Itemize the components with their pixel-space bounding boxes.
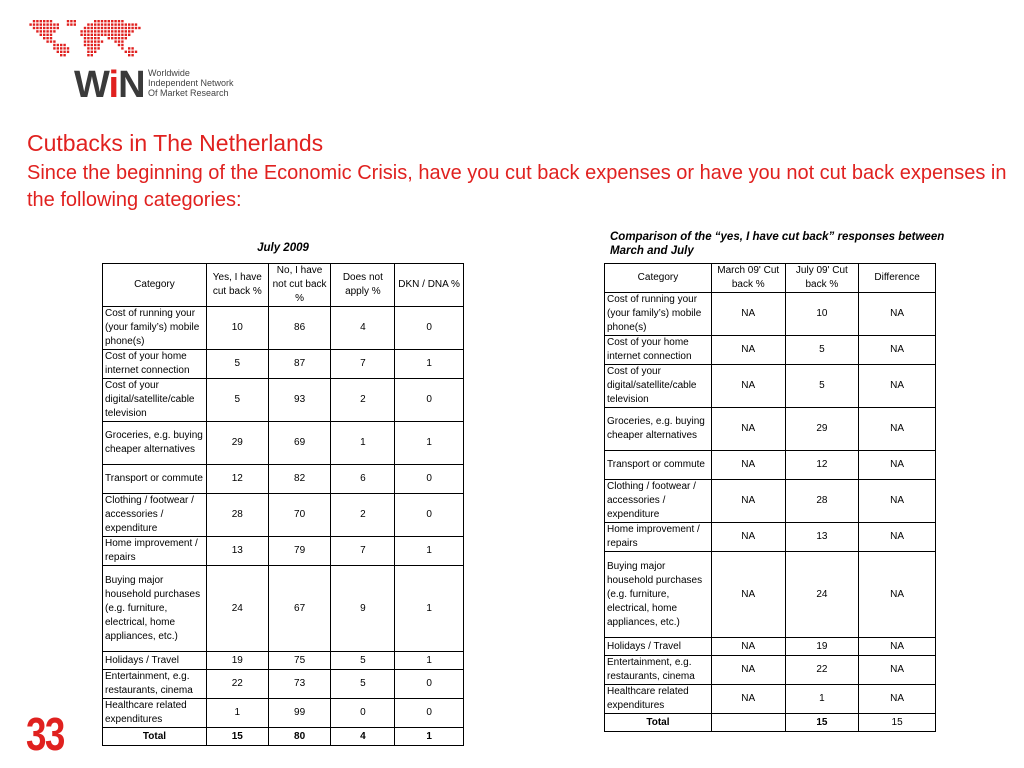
value-cell: NA [859,685,936,714]
table-row [605,365,936,408]
value-cell: 5 [206,350,268,379]
value-cell: 75 [268,652,331,670]
table-row [605,336,936,365]
value-cell: NA [859,365,936,408]
value-cell: 69 [268,422,331,465]
value-cell: 29 [785,408,859,451]
value-cell: NA [711,552,785,638]
table-row [605,293,936,336]
value-cell: 1 [785,685,859,714]
page-number: 33 [26,708,64,760]
value-cell: 12 [785,451,859,480]
value-cell: 0 [395,670,464,699]
table-row [605,408,936,451]
table-row [103,307,464,350]
value-cell: 73 [268,670,331,699]
value-cell: 0 [395,699,464,728]
table-row [103,652,464,670]
value-cell: 4 [331,307,395,350]
logo-wordmark: WiN [74,64,145,106]
category-cell: Healthcare related expenditures [103,699,207,728]
value-cell: 24 [206,566,268,652]
value-cell: 13 [206,537,268,566]
value-cell: 93 [268,379,331,422]
table-row [605,685,936,714]
category-cell: Home improvement / repairs [103,537,207,566]
left-table-caption: July 2009 [257,242,309,254]
value-cell: 13 [785,523,859,552]
table-row [103,670,464,699]
value-cell: 19 [206,652,268,670]
comparison-table [604,263,936,732]
value-cell: 1 [395,422,464,465]
value-cell: NA [711,365,785,408]
table-row [605,656,936,685]
value-cell: 70 [268,494,331,537]
value-cell: NA [711,685,785,714]
table-row [103,494,464,537]
value-cell: 1 [331,422,395,465]
value-cell: 12 [206,465,268,494]
total-value [711,714,785,732]
table-row [103,566,464,652]
page-subtitle: Since the beginning of the Economic Crisis, have you cut back expenses or have you not cut back expenses in the following categories: [27,162,1007,211]
value-cell: 29 [206,422,268,465]
category-cell: Groceries, e.g. buying cheaper alternatives [103,422,207,465]
logo-tagline: Worldwide Independent Network Of Market Research [148,68,234,98]
column-header: July 09' Cut back % [785,264,859,293]
category-cell: Entertainment, e.g. restaurants, cinema [103,670,207,699]
value-cell: 22 [785,656,859,685]
value-cell: 1 [395,652,464,670]
category-cell: Groceries, e.g. buying cheaper alternatives [605,408,712,451]
total-value: 80 [268,728,331,746]
total-row [103,728,464,746]
category-cell: Clothing / footwear / accessories / expenditure [605,480,712,523]
page-title: Cutbacks in The Netherlands [27,130,324,156]
value-cell: NA [859,451,936,480]
total-label: Total [103,728,207,746]
value-cell: 0 [395,307,464,350]
category-cell: Cost of your digital/satellite/cable television [103,379,207,422]
value-cell: 10 [206,307,268,350]
value-cell: 5 [785,365,859,408]
value-cell: NA [859,336,936,365]
column-header: Category [605,264,712,293]
column-header: Does not apply % [331,264,395,307]
category-cell: Cost of your home internet connection [103,350,207,379]
category-cell: Holidays / Travel [103,652,207,670]
value-cell: 28 [206,494,268,537]
table-row [605,451,936,480]
value-cell: 1 [395,350,464,379]
table-row [605,638,936,656]
value-cell: NA [711,293,785,336]
value-cell: 22 [206,670,268,699]
value-cell: NA [859,656,936,685]
value-cell: 2 [331,494,395,537]
value-cell: 1 [206,699,268,728]
category-cell: Clothing / footwear / accessories / expenditure [103,494,207,537]
right-table-caption: Comparison of the “yes, I have cut back” responses between March and July [610,231,945,257]
value-cell: 6 [331,465,395,494]
value-cell: 0 [331,699,395,728]
value-cell: 67 [268,566,331,652]
value-cell: 7 [331,350,395,379]
table-row [103,699,464,728]
value-cell: 19 [785,638,859,656]
value-cell: 99 [268,699,331,728]
value-cell: 1 [395,537,464,566]
category-cell: Buying major household purchases (e.g. furniture, electrical, home appliances, etc.) [103,566,207,652]
total-label: Total [605,714,712,732]
value-cell: 5 [331,670,395,699]
value-cell: NA [859,408,936,451]
value-cell: NA [711,336,785,365]
category-cell: Transport or commute [103,465,207,494]
category-cell: Healthcare related expenditures [605,685,712,714]
value-cell: 1 [395,566,464,652]
value-cell: 79 [268,537,331,566]
value-cell: 9 [331,566,395,652]
category-cell: Entertainment, e.g. restaurants, cinema [605,656,712,685]
category-cell: Cost of your home internet connection [605,336,712,365]
table-row [605,523,936,552]
total-value: 4 [331,728,395,746]
total-value: 1 [395,728,464,746]
value-cell: 82 [268,465,331,494]
table-row [103,350,464,379]
column-header: No, I have not cut back % [268,264,331,307]
column-header: March 09' Cut back % [711,264,785,293]
total-value: 15 [785,714,859,732]
table-row [605,480,936,523]
value-cell: 24 [785,552,859,638]
column-header: Yes, I have cut back % [206,264,268,307]
value-cell: NA [711,451,785,480]
value-cell: NA [711,638,785,656]
value-cell: 28 [785,480,859,523]
category-cell: Home improvement / repairs [605,523,712,552]
table-row [103,422,464,465]
value-cell: 0 [395,379,464,422]
column-header: DKN / DNA % [395,264,464,307]
value-cell: 5 [206,379,268,422]
table-row [103,379,464,422]
value-cell: 87 [268,350,331,379]
category-cell: Holidays / Travel [605,638,712,656]
category-cell: Transport or commute [605,451,712,480]
value-cell: 5 [331,652,395,670]
category-cell: Cost of running your (your family’s) mobile phone(s) [103,307,207,350]
value-cell: NA [859,480,936,523]
value-cell: NA [711,480,785,523]
value-cell: 86 [268,307,331,350]
win-logo [18,16,248,106]
value-cell: NA [859,552,936,638]
value-cell: NA [859,638,936,656]
value-cell: NA [711,408,785,451]
category-cell: Buying major household purchases (e.g. furniture, electrical, home appliances, etc.) [605,552,712,638]
total-row [605,714,936,732]
value-cell: 10 [785,293,859,336]
column-header: Category [103,264,207,307]
table-row [605,552,936,638]
value-cell: NA [711,656,785,685]
category-cell: Cost of running your (your family’s) mobile phone(s) [605,293,712,336]
total-value: 15 [206,728,268,746]
table-row [103,537,464,566]
total-value: 15 [859,714,936,732]
value-cell: 0 [395,494,464,537]
value-cell: NA [711,523,785,552]
july-2009-table [102,263,464,746]
value-cell: NA [859,293,936,336]
value-cell: NA [859,523,936,552]
value-cell: 5 [785,336,859,365]
table-row [103,465,464,494]
column-header: Difference [859,264,936,293]
value-cell: 0 [395,465,464,494]
category-cell: Cost of your digital/satellite/cable television [605,365,712,408]
value-cell: 7 [331,537,395,566]
value-cell: 2 [331,379,395,422]
